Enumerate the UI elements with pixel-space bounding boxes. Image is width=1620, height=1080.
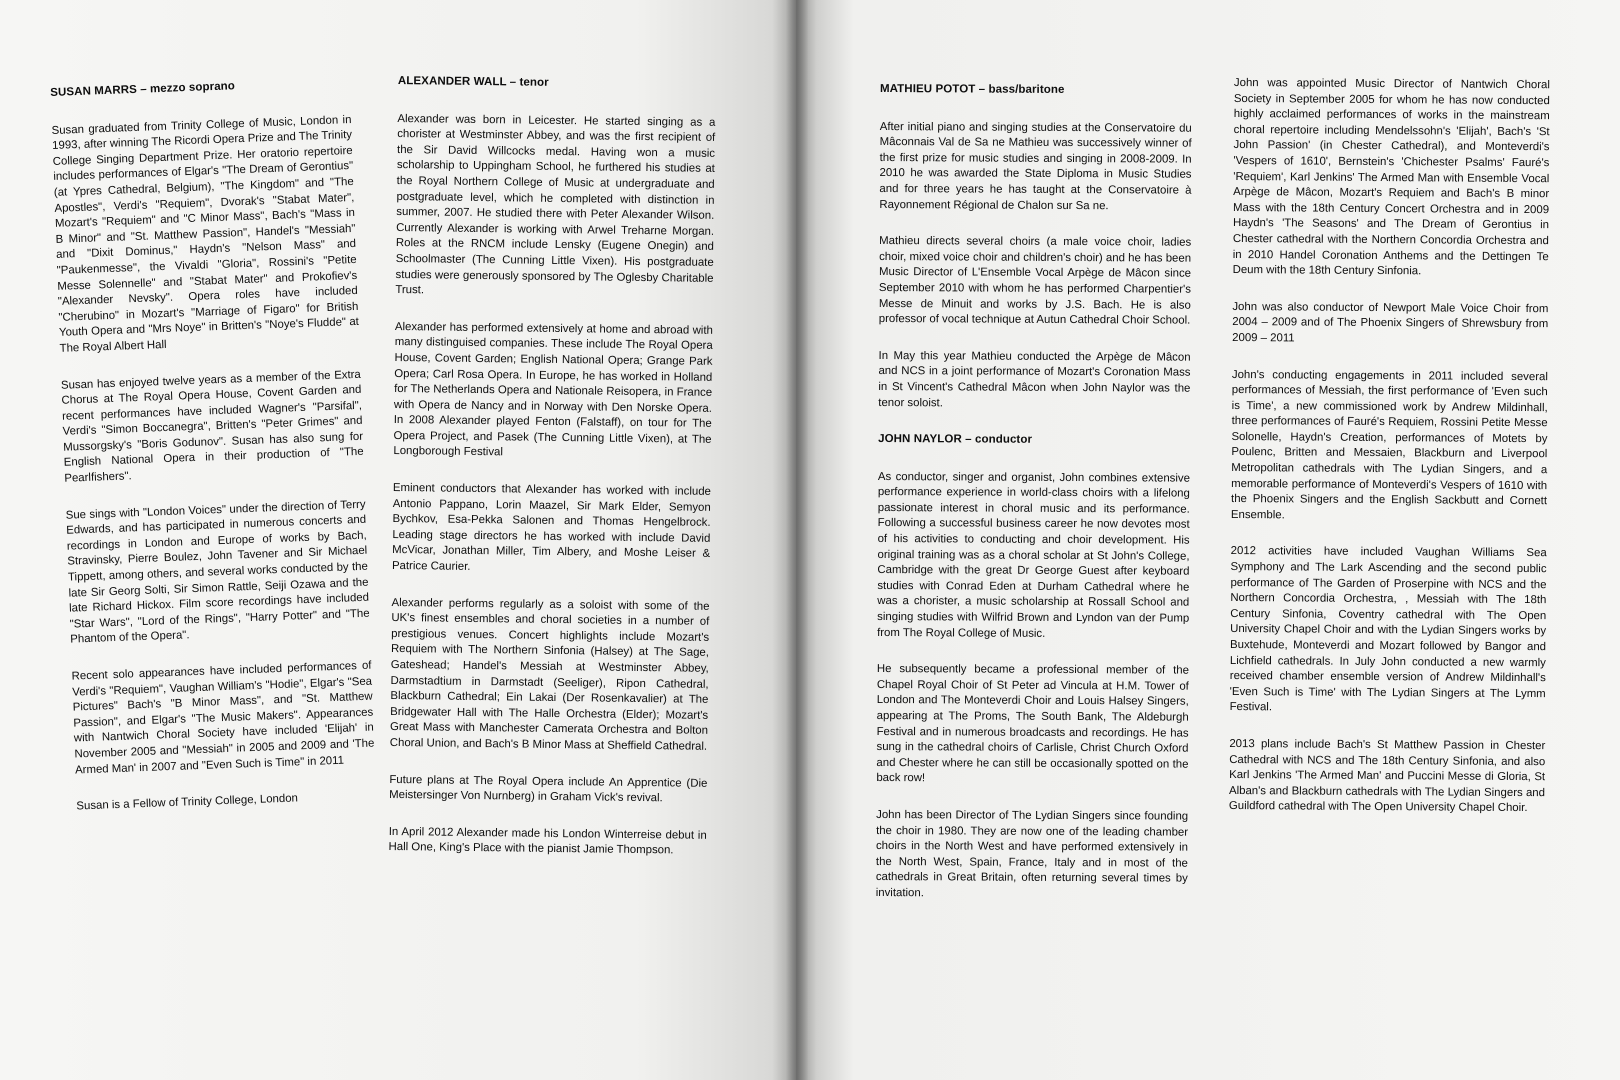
bio-paragraph: Susan is a Fellow of Trinity College, London bbox=[76, 792, 299, 813]
bio-paragraph: John's conducting engagements in 2011 included several performances of Messiah, the first performance of 'Even such is Time', a new commissioned work by Andrew Mildinhall, three performances of Fauré's Requiem, Rossini Petite Messe Solonelle, Haydn's Creation, performances of Motets by Poulenc, Britten and Messaien, Blackburn and Liverpool Metropolitan cathedrals with The Lydian Singers, and a memorable performance of Monteverdi's Vespers of 1610 with the Phoenix Singers and the English Sackbutt and Cornett Ensemble. bbox=[1230, 368, 1548, 522]
heading-susan-marrs: SUSAN MARRS – mezzo soprano bbox=[50, 80, 236, 99]
bio-paragraph: John was appointed Music Director of Nantwich Choral Society in September 2005 for whom he has now conducted highly acclaimed performances of works in the mainstream choral repertoire including Mendelssohn's 'Elijah', Bach's 'St John Passion' (in Chester Cathedral), and Monteverdi's 'Vespers of 1610', Bernstein's 'Chichester Psalms' Fauré's 'Requiem', Karl Jenkins' The Armed Man with Ensemble Vocal Arpège de Mâcon, Mozart's Requiem and Bach's B minor Mass with the 18th Century Concert Orchestra and in 2009 Haydn's 'The Seasons' and The Dream of Gerontius in Chester cathedral with the Northern Concordia Orchestra and in 2010 Handel Coronation Anthems and the Dettingen Te Deum with the 18th Century Sinfonia. bbox=[1232, 76, 1550, 278]
bio-paragraph: As conductor, singer and organist, John combines extensive performance experience in world-class choirs with a lifelong passionate interest in choral music and its performance. Following a successful business career he now devotes most of his activities to conducting and choir development. His original training was as a choral scholar at St John's College, Cambridge with the great Dr George Guest after keyboard studies with Conrad Eden at Durham Cathedral where he was a chorister, a music scholarship at Rossall School and singing studies with Wilfrid Brown and Lyndon van der Pump from The Royal College of Music. bbox=[877, 470, 1190, 640]
bio-paragraph: Susan graduated from Trinity College of Music, London in 1993, after winning The Ricordi Opera Prize and The Trinity College Singing Department Prize. Her oratorio repertoire includes performances of Elgar's "The Dream of Gerontius" (at Ypres Cathedral, Belgium), "The Kingdom" and "The Apostles", Verdi's "Requiem", Dvorak's "Stabat Mater", Mozart's "Requiem" and "C Minor Mass", Bach's "Mass in B Minor" and "St. Matthew Passion", Handel's "Messiah" and "Dixit Dominus," Haydn's "Nelson Mass" and "Paukenmesse", the Vivaldi "Gloria", Rossini's "Petite Messe Solennelle" and "Stabat Mater" and Prokofiev's "Alexander Nevsky". Opera roles have included "Cherubino" in Mozart's "Marriage of Figaro" for British Youth Opera and "Mrs Noye" in Britten's "Noye's Fludde" at The Royal Albert Hall bbox=[51, 113, 360, 355]
bio-paragraph: He subsequently became a professional member of the Chapel Royal Choir of St Peter ad Vincula at H.M. Tower of London and The Monteverdi Choir and Louis Halsey Singers, appearing at The Proms, The South Bank, The Aldeburgh Festival and in numerous broadcasts and recordings. He has sung in the cathedral choirs of Carlisle, Christ Church Oxford and Chester where he can still be occasionally spotted on the back row! bbox=[876, 663, 1189, 785]
bio-paragraph: In May this year Mathieu conducted the Arpège de Mâcon and NCS in a joint performance of Mozart's Coronation Mass in St Vincent's Cathedral Mâcon when John Naylor was the tenor soloist. bbox=[878, 349, 1191, 409]
column-alexander-wall bbox=[388, 74, 716, 881]
bio-paragraph: In April 2012 Alexander made his London Winterreise debut in Hall One, King's Place with the pianist Jamie Thompson. bbox=[388, 825, 707, 857]
bio-paragraph: Alexander was born in Leicester. He started singing as a chorister at Westminster Abbey, and was the first recipient of the Sir David Willcocks medal. Having won a music scholarship to Uppingham School, he furthered his studies at the Royal Northern College of Music at undergraduate and postgraduate level, which he completed with distinction in summer, 2007. He studied there with Peter Alexander Wilson. Currently Alexander is working with Arwel Treharne Morgan. Roles at the RNCM include Lensky (Eugene Onegin) and Schoolmaster (The Cunning Little Vixen). His postgraduate studies were generously sponsored by The Oglesby Charitable Trust. bbox=[395, 112, 716, 297]
bio-paragraph: 2013 plans include Bach's St Matthew Passion in Chester Cathedral with NCS and The 18th Century Sinfonia, and also Karl Jenkins 'The Armed Man' and Puccini Messe di Gloria, St Alban's and Blackburn cathedrals with The Lydian Singers and Guildford cathedral with The Open University Chapel Choir. bbox=[1228, 737, 1546, 815]
column-mathieu-john bbox=[876, 82, 1192, 924]
bio-paragraph: Alexander has performed extensively at home and abroad with many distinguised companies. These include The Royal Opera House, Covent Garden; English National Opera; Grange Park Opera; Carl Rosa Opera. In Europe, he has worked in Holland for The Netherlands Opera and Nationale Reisopera, in France with Opera de Nancy and in Norway with Den Norske Opera. In 2008 Alexander played Fenton (Falstaff), on tour for The Opera Project, and Pasek (The Cunning Little Vixen), at The Longborough Festival bbox=[393, 320, 713, 459]
heading-john-naylor: JOHN NAYLOR – conductor bbox=[878, 433, 1033, 446]
bio-paragraph: Sue sings with "London Voices" under the direction of Terry Edwards, and has participated in numerous concerts and recordings in London and Europe of works by Bach, Stravinsky, Pierre Boulez, John Tavener and Sir Michael Tippett, among others, and several works conducted by the late Sir Georg Solti, Sir Simon Rattle, Seiji Ozawa and the late Richard Hickox. Film score recordings have included "Star Wars", "Lord of the Rings", "Harry Potter" and "The Phantom of the Opera". bbox=[65, 498, 370, 647]
bio-paragraph: John has been Director of The Lydian Singers since founding the choir in 1980. They are now one of the leading chamber choirs in the North West and have performed extensively in the North West, Spain, France, Italy and in most of the cathedrals in Great Britain, often returning several times by invitation. bbox=[875, 808, 1189, 900]
heading-mathieu-potot: MATHIEU POTOT – bass/baritone bbox=[879, 82, 1065, 96]
bio-paragraph: John was also conductor of Newport Male Voice Choir from 2004 – 2009 and of The Phoenix Singers of Shrewsbury from 2009 – 2011 bbox=[1232, 300, 1549, 345]
column-john-naylor-continued bbox=[1229, 76, 1550, 838]
bio-paragraph: Future plans at The Royal Opera include An Apprentice (Die Meistersinger Von Nurnberg) in Graham Vick's revival. bbox=[389, 773, 708, 805]
bio-paragraph: Eminent conductors that Alexander has worked with include Antonio Pappano, Lorin Maazel, Sir Mark Elder, Semyon Bychkov, Esa-Pekka Salonen and Thomas Hengelbrock. Leading stage directors he has worked with include David McVicar, Jonathan Miller, Tim Albery, and Moshe Leiser & Patrice Caurier. bbox=[391, 482, 711, 573]
heading-alexander-wall: ALEXANDER WALL – tenor bbox=[397, 74, 549, 89]
column-susan-marrs bbox=[50, 75, 377, 836]
bio-paragraph: After initial piano and singing studies at the Conservatoire du Mâconnais Val de Sa ne Mathieu was successively winner of the first prize for music studies and singing in 2008-2009. In 2010 he was awarded the State Diploma in Music Studies and for three years he has taught at the Conservatoire à Rayonnement Régional de Chalon sur Sa ne. bbox=[879, 120, 1192, 212]
bio-paragraph: Alexander performs regularly as a soloist with some of the UK's finest ensembles and choral societies in a number of prestigious venues. Concert highlights include Mozart's Requiem with The Northern Sinfonia (Halsey) at The Sage, Gateshead; Handel's Messiah at Westminster Abbey, Darmstadtium in Darmstadt (Seeliger), Ripon Cathedral, Blackburn Cathedral; Ein Lakai (Der Rosenkavalier) at The Bridgewater Hall with The Halle Orchestra (Elder); Mozart's Great Mass with Manchester Camerata Orchestra and Bolton Choral Union, and Bach's B Minor Mass at Sheffield Cathedral. bbox=[389, 596, 710, 753]
bio-paragraph: Mathieu directs several choirs (a male voice choir, ladies choir, mixed voice choir and children's choir) and he has been Music Director of L'Ensemble Vocal Arpège de Mâcon since September 2010 with whom he has performed Charpentier's Messe de Minuit and works by J.S. Bach. He is also professor of vocal technique at Autun Cathedral Choir School. bbox=[878, 235, 1192, 327]
page-gutter bbox=[786, 0, 808, 1080]
bio-paragraph: Recent solo appearances have included performances of Verdi's "Requiem", Vaughan William's "Hodie", Elgar's "Sea Pictures" Bach's "B Minor Mass", and "St. Matthew Passion", and Elgar's "The Music Makers". Appearances with Nantwich Choral Society have included 'Elijah' in November 2005 and "Messiah" in 2005 and 2009 and 'The Armed Man' in 2007 and "Even Such is Time" in 2011 bbox=[71, 659, 375, 777]
bio-paragraph: Susan has enjoyed twelve years as a member of the Extra Chorus at The Royal Opera House, Covent Garden and recent performances have included Wagner's "Parsifal", Verdi's "Simon Boccanegra", Britten's "Peter Grimes" and Mussorgsky's "Boris Godunov". Susan has also sung for English National Opera in their production of "The Pearlfishers". bbox=[60, 368, 364, 485]
bio-paragraph: 2012 activities have included Vaughan Williams Sea Symphony and The Lark Ascending and the second public performance of The Garden of Proserpine with NCS and the Northern Concordia Orchestra, , Messiah with The 18th Century Sinfonia, Coventry cathedral with The Open University Chapel Choir and with the Lydian Singers works by Buxtehude, Monteverdi and Mozart followed by Bangor and Lichfield cathedrals. In July John conducted a new warmly received chamber ensemble version of Andrew Mildinhall's 'Even Such is Time' with The Lydian Singers at The Lymm Festival. bbox=[1229, 545, 1547, 714]
